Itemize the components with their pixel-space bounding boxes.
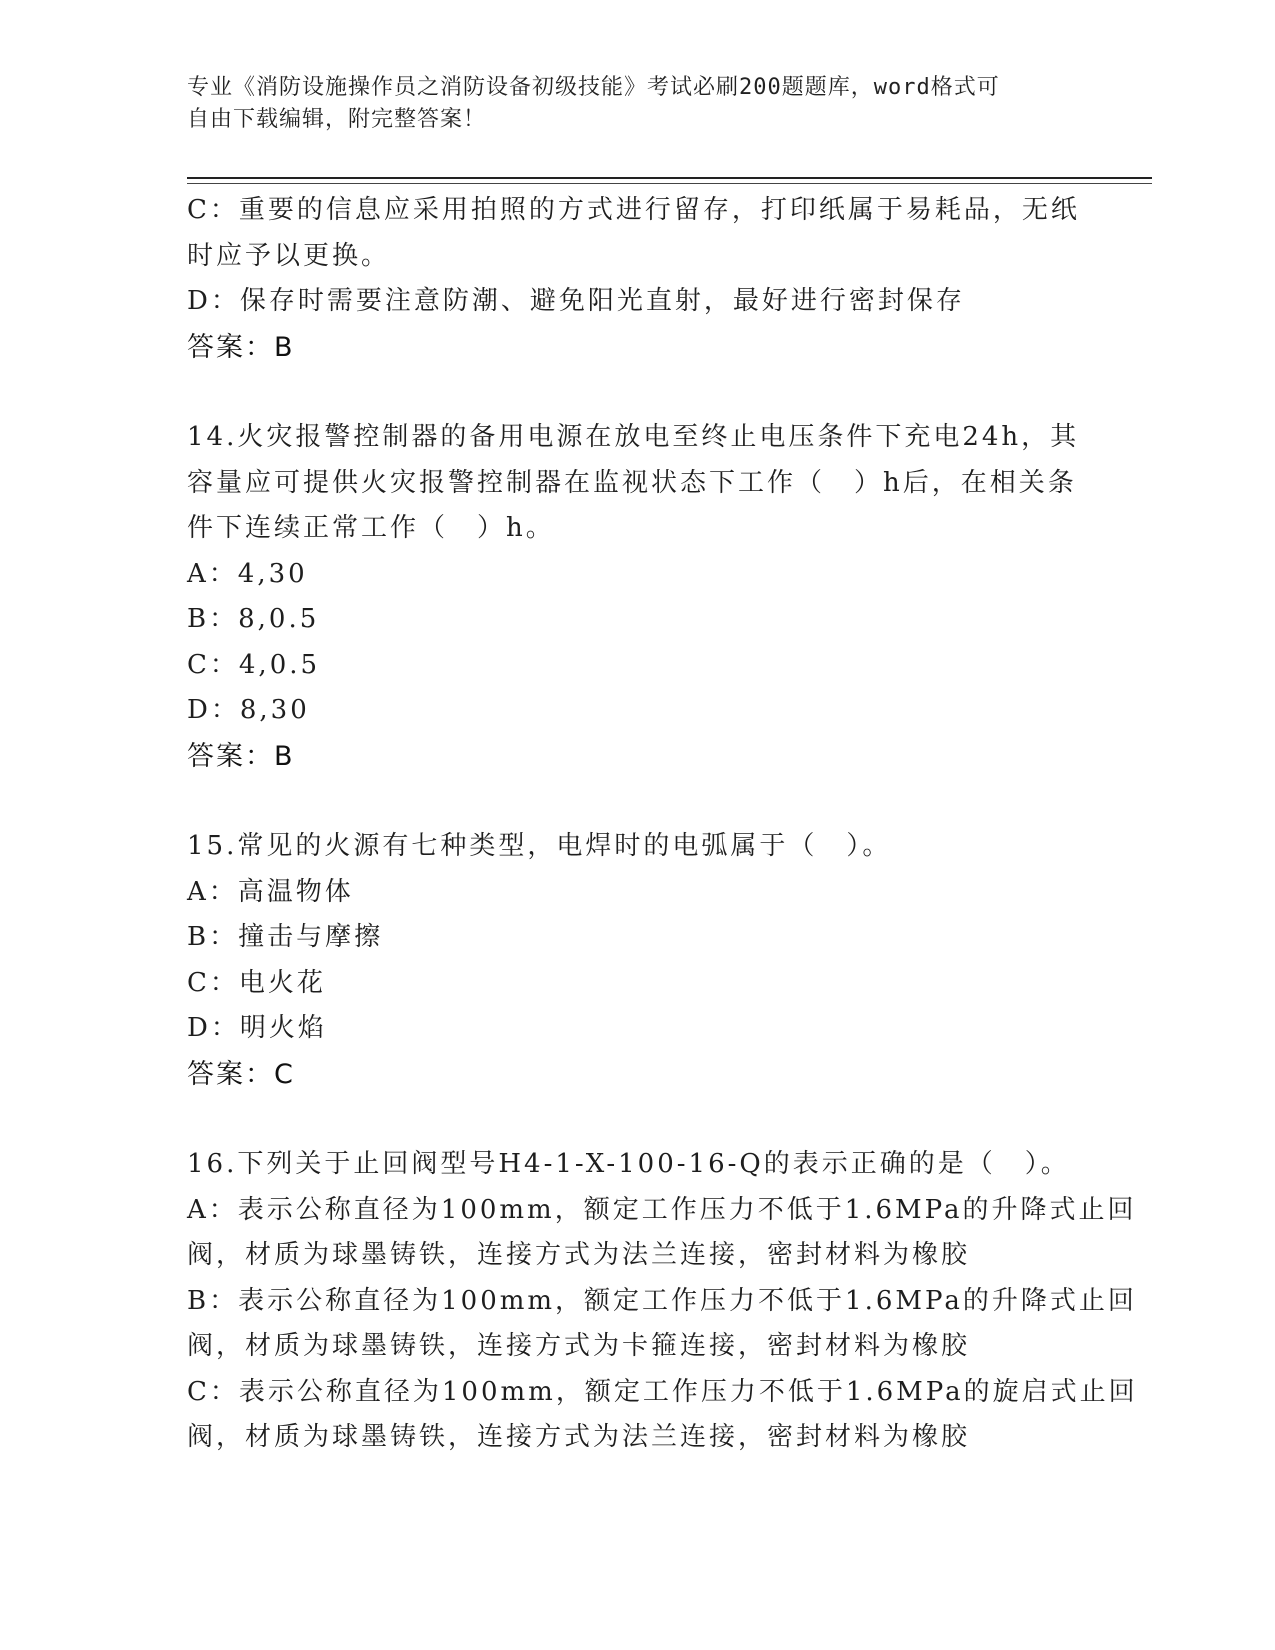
q13-answer: 答案：B [187, 331, 295, 363]
q15-option-c: C：电火花 [187, 967, 326, 998]
q14-stem-line-2: 容量应可提供火灾报警控制器在监视状态下工作（ ）h后，在相关条 [187, 467, 1077, 498]
q14-option-c: C：4,0.5 [187, 649, 321, 680]
q16-option-b-line-1: B：表示公称直径为100mm，额定工作压力不低于1.6MPa的升降式止回 [187, 1285, 1137, 1316]
q15-option-d: D：明火焰 [187, 1013, 327, 1043]
q16-option-a-line-2: 阀，材质为球墨铸铁，连接方式为法兰连接，密封材料为橡胶 [187, 1240, 971, 1270]
spacer [187, 779, 1087, 824]
spacer [187, 1097, 1087, 1142]
spacer [187, 370, 1087, 415]
header-title-line-1: 专业《消防设施操作员之消防设备初级技能》考试必刷200题题库，word格式可 [187, 75, 1000, 100]
q16-option-b-line-2: 阀，材质为球墨铸铁，连接方式为卡箍连接，密封材料为橡胶 [187, 1331, 971, 1361]
question-content [187, 188, 1138, 1461]
q13-option-c-line-2: 时应予以更换。 [187, 240, 391, 271]
header-title-line-2: 自由下载编辑，附完整答案！ [187, 107, 487, 132]
q15-stem: 15.常见的火源有七种类型，电焊时的电弧属于（ ）。 [187, 831, 892, 861]
q13-option-d: D：保存时需要注意防潮、避免阳光直射，最好进行密封保存 [187, 286, 965, 316]
q13-option-c-line-1: C：重要的信息应采用拍照的方式进行留存，打印纸属于易耗品，无纸 [187, 195, 1080, 225]
q14-answer: 答案：B [187, 740, 295, 772]
header-divider-thin [187, 183, 1152, 184]
q14-option-b: B：8,0.5 [187, 604, 320, 634]
q15-answer: 答案：C [187, 1058, 295, 1090]
q16-option-a-line-1: A：表示公称直径为100mm，额定工作压力不低于1.6MPa的升降式止回 [187, 1194, 1137, 1225]
page-header [187, 72, 1067, 136]
q14-stem-line-3: 件下连续正常工作（ ）h。 [187, 513, 555, 543]
question-14 [187, 415, 1087, 779]
q15-option-b: B：撞击与摩擦 [187, 922, 384, 952]
q14-stem-line-1: 14.火灾报警控制器的备用电源在放电至终止电压条件下充电24h，其 [187, 422, 1080, 452]
question-16 [187, 1142, 1138, 1461]
q16-stem: 16.下列关于止回阀型号H4-1-X-100-16-Q的表示正确的是（ ）。 [187, 1149, 1070, 1179]
q14-option-a: A：4,30 [187, 558, 308, 589]
question-13-tail [187, 188, 1087, 370]
q14-option-d: D：8,30 [187, 695, 310, 725]
q16-option-c-line-2: 阀，材质为球墨铸铁，连接方式为法兰连接，密封材料为橡胶 [187, 1422, 971, 1452]
question-15 [187, 824, 1087, 1097]
q16-option-c-line-1: C：表示公称直径为100mm，额定工作压力不低于1.6MPa的旋启式止回 [187, 1376, 1138, 1407]
header-divider-thick [187, 177, 1152, 179]
q15-option-a: A：高温物体 [187, 876, 354, 907]
